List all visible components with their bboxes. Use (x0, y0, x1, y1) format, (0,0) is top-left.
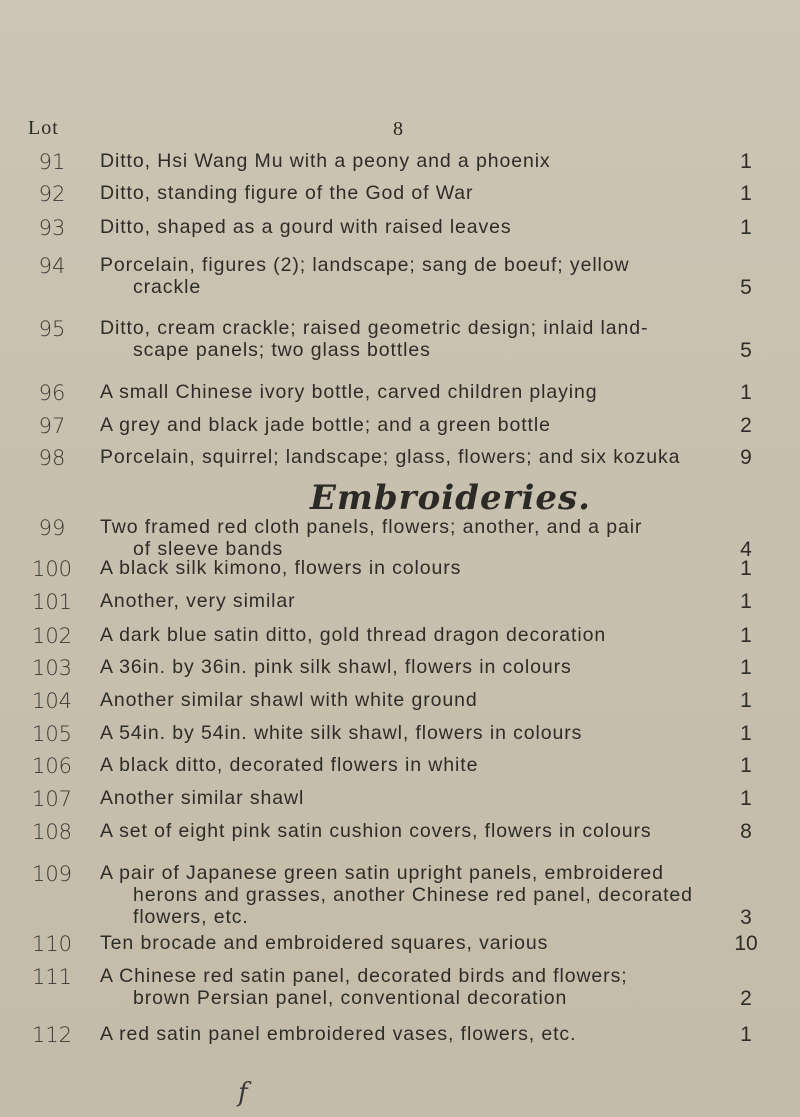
lot-quantity: 3 (740, 906, 752, 929)
lot-number: 109 (31, 862, 73, 886)
description-line: Porcelain, figures (2); landscape; sang de boeuf; yellow (100, 254, 630, 276)
lot-number: 111 (31, 965, 73, 989)
description-line: A small Chinese ivory bottle, carved children playing (100, 381, 598, 403)
lot-number: 103 (31, 656, 73, 680)
lot-column-heading: Lot (28, 117, 59, 139)
lot-quantity: 1 (740, 216, 752, 239)
lot-number: 104 (31, 689, 73, 713)
lot-number: 95 (38, 317, 66, 341)
lot-description (100, 820, 715, 842)
lot-number: 93 (38, 216, 66, 240)
lot-quantity: 1 (740, 722, 752, 745)
description-line: A black ditto, decorated flowers in white (100, 754, 479, 776)
lot-number: 94 (38, 254, 66, 278)
lot-quantity: 1 (740, 182, 752, 205)
lot-quantity: 1 (740, 656, 752, 679)
description-line: A pair of Japanese green satin upright panels, embroidered (100, 862, 664, 884)
lot-description (100, 932, 715, 954)
lot-description (100, 216, 715, 238)
lot-number: 96 (38, 381, 66, 405)
lot-description (100, 590, 715, 612)
description-continuation-line: brown Persian panel, conventional decoration (133, 987, 568, 1009)
lot-quantity: 9 (740, 446, 752, 469)
lot-quantity: 1 (740, 754, 752, 777)
lot-number: 97 (38, 414, 66, 438)
description-line: A set of eight pink satin cushion covers, flowers in colours (100, 820, 652, 842)
lot-number: 91 (38, 150, 66, 174)
lot-description (100, 624, 715, 646)
lot-number: 101 (31, 590, 73, 614)
description-continuation-line: scape panels; two glass bottles (133, 339, 431, 361)
lot-description (100, 381, 715, 403)
lot-quantity: 1 (740, 689, 752, 712)
description-line: A red satin panel embroidered vases, flowers, etc. (100, 1023, 577, 1045)
handwritten-mark: f (238, 1078, 248, 1108)
lot-quantity: 1 (740, 590, 752, 613)
lot-number: 105 (31, 722, 73, 746)
lot-description (100, 965, 715, 1009)
lot-description (100, 317, 715, 361)
description-line: Ditto, Hsi Wang Mu with a peony and a phoenix (100, 150, 551, 172)
description-line: A Chinese red satin panel, decorated birds and flowers; (100, 965, 628, 987)
description-line: Ditto, shaped as a gourd with raised leaves (100, 216, 512, 238)
lot-number: 102 (31, 624, 73, 648)
lot-number: 108 (31, 820, 73, 844)
lot-description (100, 722, 715, 744)
description-line: Ditto, standing figure of the God of War (100, 182, 474, 204)
description-line: Two framed red cloth panels, flowers; another, and a pair (100, 516, 643, 538)
description-line: Porcelain, squirrel; landscape; glass, flowers; and six kozuka (100, 446, 681, 468)
lot-number: 99 (38, 516, 66, 540)
lot-description (100, 787, 715, 809)
description-line: A 54in. by 54in. white silk shawl, flowers in colours (100, 722, 583, 744)
description-line: A 36in. by 36in. pink silk shawl, flowers in colours (100, 656, 572, 678)
section-title: Embroideries. (310, 478, 592, 518)
description-line: Another similar shawl with white ground (100, 689, 478, 711)
lot-quantity: 2 (740, 987, 752, 1010)
lot-quantity: 1 (740, 381, 752, 404)
lot-number: 92 (38, 182, 66, 206)
lot-quantity: 1 (740, 1023, 752, 1046)
lot-description (100, 862, 715, 928)
page-number: 8 (393, 118, 403, 140)
lot-quantity: 1 (740, 150, 752, 173)
lot-quantity: 1 (740, 557, 752, 580)
description-line: Ditto, cream crackle; raised geometric design; inlaid land- (100, 317, 649, 339)
lot-description (100, 414, 715, 436)
lot-description (100, 689, 715, 711)
description-line: Ten brocade and embroidered squares, various (100, 932, 549, 954)
lot-description (100, 656, 715, 678)
lot-number: 100 (31, 557, 73, 581)
description-line: A black silk kimono, flowers in colours (100, 557, 462, 579)
lot-description (100, 254, 715, 298)
lot-description (100, 446, 715, 468)
lot-quantity: 4 (740, 538, 752, 561)
lot-description (100, 1023, 715, 1045)
lot-description (100, 516, 715, 560)
lot-description (100, 182, 715, 204)
lot-number: 107 (31, 787, 73, 811)
description-line: Another, very similar (100, 590, 296, 612)
description-continuation-line: of sleeve bands (133, 538, 284, 560)
lot-quantity: 5 (740, 276, 752, 299)
description-continuation-line: herons and grasses, another Chinese red panel, decorated (133, 884, 693, 906)
lot-quantity: 10 (734, 932, 758, 955)
lot-number: 106 (31, 754, 73, 778)
description-line: A dark blue satin ditto, gold thread dragon decoration (100, 624, 607, 646)
lot-number: 110 (31, 932, 73, 956)
description-line: Another similar shawl (100, 787, 305, 809)
description-line: A grey and black jade bottle; and a green bottle (100, 414, 551, 436)
lot-quantity: 1 (740, 624, 752, 647)
lot-description (100, 150, 715, 172)
description-continuation-line: crackle (133, 276, 202, 298)
lot-number: 112 (31, 1023, 73, 1047)
lot-quantity: 2 (740, 414, 752, 437)
lot-quantity: 1 (740, 787, 752, 810)
lot-quantity: 5 (740, 339, 752, 362)
lot-quantity: 8 (740, 820, 752, 843)
lot-description (100, 557, 715, 579)
lot-description (100, 754, 715, 776)
lot-number: 98 (38, 446, 66, 470)
description-continuation-line: flowers, etc. (133, 906, 249, 928)
